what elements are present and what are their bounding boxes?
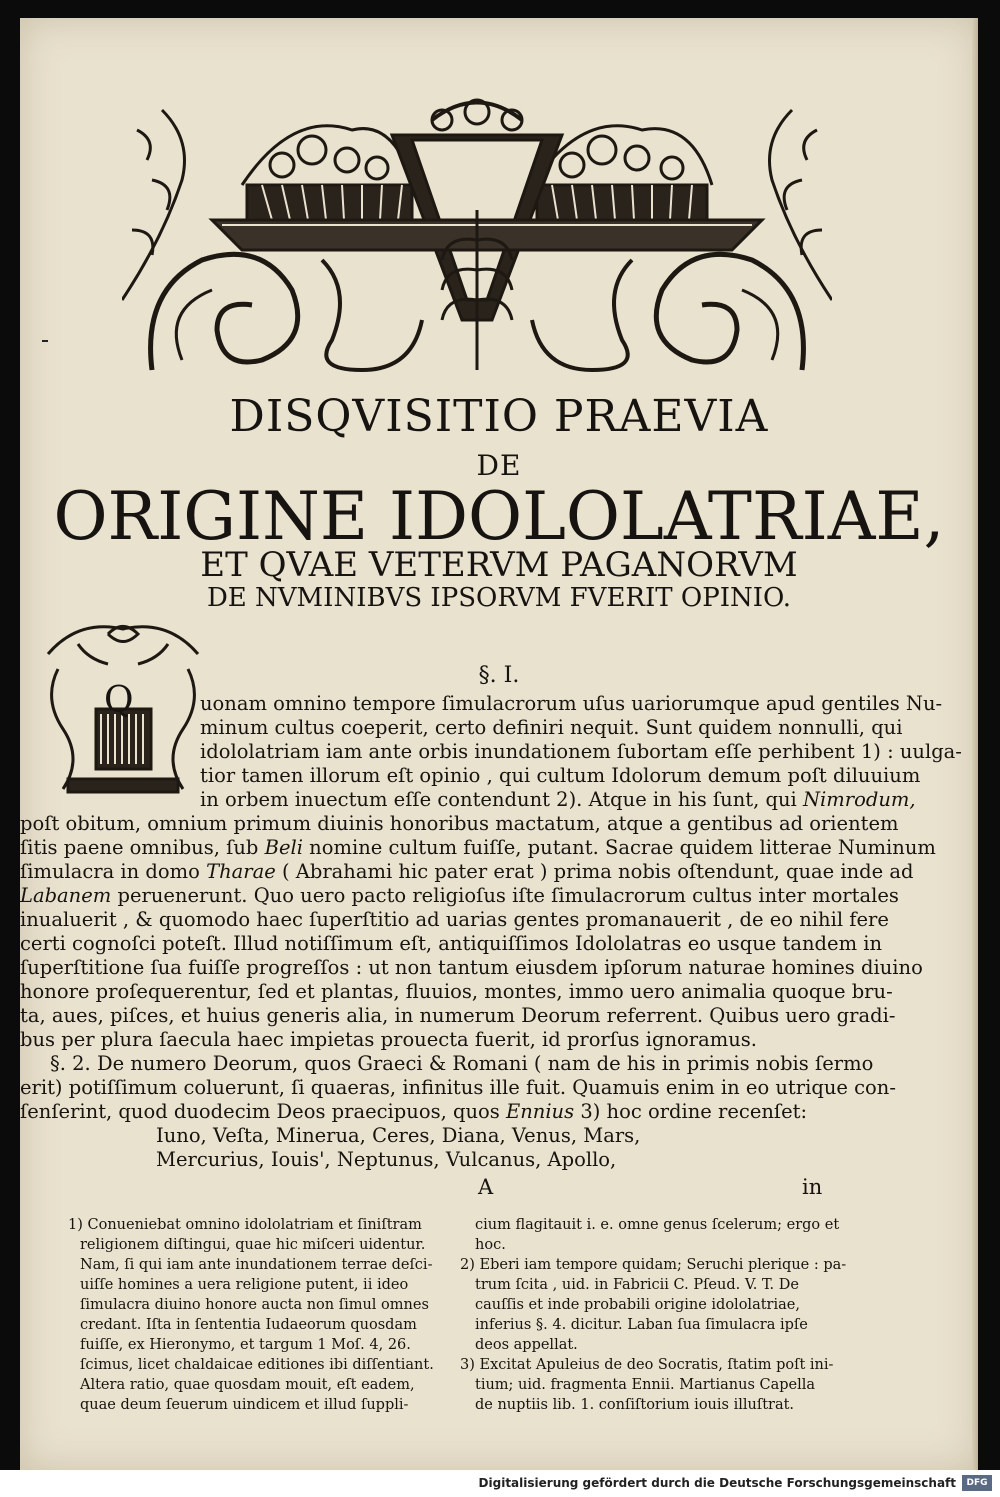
footnote-line: credant. Iſta in ſententia Iudaeorum quosdam [80, 1317, 417, 1333]
footnote-line: 3) Excitat Apuleius de deo Socratis, ſtatim poſt ini- [460, 1357, 834, 1373]
text-line: uonam omnino tempore ſimulacrorum uſus uariorumque apud gentiles Nu- [200, 692, 943, 715]
footnote-line: 1) Conueniebat omnino idololatriam et ſiniſtram [68, 1217, 422, 1233]
text-span: ( Abrahami hic pater erat ) prima nobis oſtendunt, quae inde ad [281, 860, 914, 883]
text-italic: Beli [264, 836, 303, 859]
text-italic: Labanem [20, 884, 112, 907]
text-italic: Tharae [206, 860, 276, 883]
footnote-line: religionem diſtingui, quae hic miſceri uidentur. [80, 1237, 426, 1253]
footnote-line: hoc. [475, 1237, 506, 1253]
text-line: honore proſequerentur, ſed et plantas, fluuios, montes, immo uero animalia quoque bru- [20, 980, 893, 1003]
text-span: ſitis paene omnibus, ſub [20, 836, 259, 859]
text-line: certi cognoſci poteſt. Illud notiſſimum eſt, antiquiſſimos Idololatras eo usque tandem in [20, 932, 883, 955]
footnote-line: tium; uid. fragmenta Ennii. Martianus Capella [475, 1377, 816, 1393]
text-line [20, 862, 914, 882]
initial-letter: Q [104, 680, 134, 721]
page-edge [972, 18, 978, 1470]
text-line [20, 838, 936, 858]
text-line: tior tamen illorum eſt opinio , qui cultum Idolorum demum poſt diluuium [200, 764, 921, 787]
footnote-line: de nuptiis lib. 1. conſiſtorium iouis illuſtrat. [475, 1397, 795, 1413]
catchword: in [802, 1175, 823, 1199]
title-subtitle-2: DE NVMINIBVS IPSORVM FVERIT OPINIO. [206, 583, 792, 613]
decorated-initial [38, 614, 208, 799]
text-span: peruenerunt. Quo uero pacto religioſus iſte ſimulacrorum cultus inter mortales [117, 884, 899, 907]
text-span: ſenſerint, quod duodecim Deos praecipuos, quos [20, 1100, 500, 1123]
section-mark-1: §. I. [478, 663, 520, 688]
footnote-line: Altera ratio, quae quosdam mouit, eſt eadem, [80, 1377, 415, 1393]
text-line: ta, aues, piſces, et huius generis alia, in numerum Deorum referrent. Quibus uero gradi- [20, 1004, 896, 1027]
text-line [20, 886, 899, 906]
text-line: erit) potiſſimum coluerunt, ſi quaeras, infinitus ille fuit. Quamuis enim in eo utrique con- [20, 1076, 896, 1099]
footnote-line: inferius §. 4. dicitur. Laban ſua ſimulacra ipſe [475, 1317, 808, 1333]
title-subtitle-1: ET QVAE VETERVM PAGANORVM [200, 545, 798, 585]
text-line [200, 790, 916, 810]
text-span: in orbem inuectum eſſe contendunt 2). Atque in his ſunt, qui [200, 788, 797, 811]
text-line: bus per plura ſaecula haec impietas prouecta fuerit, id prorſus ignoramus. [20, 1028, 757, 1051]
text-span: nomine cultum fuiſſe, putant. Sacrae quidem litterae Numinum [309, 836, 936, 859]
gods-list-line: Iuno, Veſta, Minerua, Ceres, Diana, Venus, Mars, [156, 1124, 641, 1147]
footnote-line: deos appellat. [475, 1337, 578, 1353]
headpiece-ornament [122, 90, 832, 380]
text-span: ſimulacra in domo [20, 860, 200, 883]
footnote-line: fuiſſe, ex Hieronymo, et targum 1 Moſ. 4, 26. [80, 1337, 411, 1353]
footnote-line: Nam, ſi qui iam ante inundationem terrae deſci- [80, 1257, 433, 1273]
text-line: minum cultus coeperit, certo definiri nequit. Sunt quidem nonnulli, qui [200, 716, 903, 739]
stray-mark [42, 340, 48, 342]
text-line: poſt obitum, omnium primum diuinis honoribus mactatum, atque a gentibus ad orientem [20, 812, 899, 835]
footer-credit: Digitalisierung gefördert durch die Deutsche Forschungsgemeinschaft [478, 1476, 956, 1490]
footnote-line: ſimulacra diuino honore aucta non ſimul omnes [80, 1297, 429, 1313]
text-line: §. 2. De numero Deorum, quos Graeci & Romani ( nam de his in primis nobis ſermo [50, 1052, 874, 1075]
text-italic: Ennius [505, 1100, 575, 1123]
text-line: idololatriam iam ante orbis inundationem ſubortam eſſe perhibent 1) : uulga- [200, 740, 962, 763]
signature-mark: A [478, 1175, 494, 1199]
title-disquisitio: DISQVISITIO PRAEVIA [229, 391, 769, 442]
text-line: ſuperſtitione ſua fuiſſe progreſſos : ut non tantum eiusdem ipſorum naturae homines diuino [20, 956, 923, 979]
footnote-line: 2) Eberi iam tempore quidam; Seruchi plerique : pa- [460, 1257, 847, 1273]
book-page [20, 18, 978, 1470]
footnote-line: trum ſcita , uid. in Fabricii C. Pſeud. V. T. De [475, 1277, 799, 1293]
footnote-line: ſcimus, licet chaldaicae editiones ibi diſſentiant. [80, 1357, 434, 1373]
gods-list-line: Mercurius, Iouis', Neptunus, Vulcanus, Apollo, [156, 1148, 617, 1171]
footnote-line: cauſſis et inde probabili origine idololatriae, [475, 1297, 800, 1313]
text-line [20, 1102, 807, 1122]
footnote-line: uiſſe homines a uera religione putent, ii ideo [80, 1277, 409, 1293]
title-origine: ORIGINE IDOLOLATRIAE, [53, 478, 945, 555]
footnote-line: quae deum ſeuerum uindicem et illud ſuppli- [80, 1397, 409, 1413]
footnote-line: cium flagitauit i. e. omne genus ſcelerum; ergo et [475, 1217, 840, 1233]
text-italic: Nimrodum, [802, 788, 916, 811]
digitization-footer [0, 1470, 1000, 1497]
text-line: inualuerit , & quomodo haec ſuperſtitio ad uarias gentes promanauerit , de eo nihil fere [20, 908, 889, 931]
title-de: DE [476, 449, 522, 482]
text-span: 3) hoc ordine recenſet: [580, 1100, 808, 1123]
dfg-logo: DFG [962, 1475, 992, 1491]
